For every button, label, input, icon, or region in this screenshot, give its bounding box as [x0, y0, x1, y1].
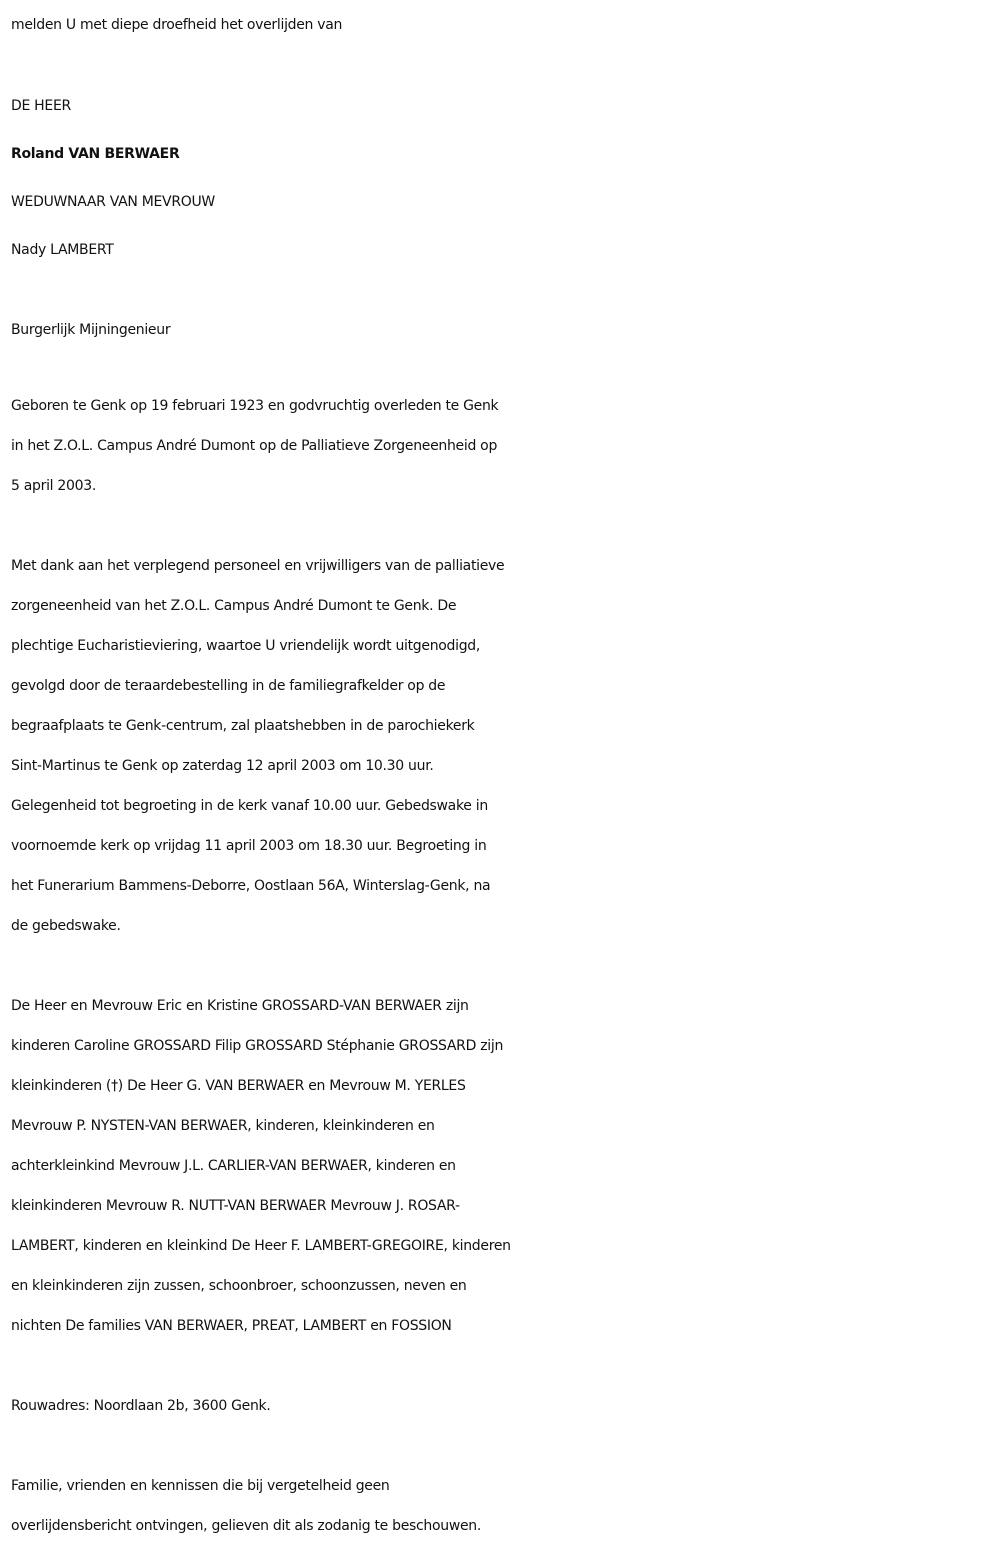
paragraph-line: kleinkinderen (†) De Heer G. VAN BERWAER en Mevrouw M. YERLES — [11, 1078, 466, 1094]
paragraph-line: Geboren te Genk op 19 februari 1923 en godvruchtig overleden te Genk — [11, 398, 499, 414]
title-line: DE HEER — [11, 98, 71, 114]
paragraph-line: gevolgd door de teraardebestelling in de familiegrafkelder op de — [11, 678, 446, 694]
paragraph-line: Sint-Martinus te Genk op zaterdag 12 april 2003 om 10.30 uur. — [11, 758, 434, 774]
paragraph-line: kinderen Caroline GROSSARD Filip GROSSARD Stéphanie GROSSARD zijn — [11, 1038, 504, 1054]
deceased-name: Roland VAN BERWAER — [11, 146, 180, 162]
widower-line: WEDUWNAAR VAN MEVROUW — [11, 194, 215, 210]
intro-line: melden U met diepe droefheid het overlijden van — [11, 17, 343, 33]
ceremony-paragraph — [11, 546, 996, 946]
paragraph-line: Familie, vrienden en kennissen die bij vergetelheid geen — [11, 1478, 390, 1494]
paragraph-line: 5 april 2003. — [11, 478, 96, 494]
paragraph-line: achterkleinkind Mevrouw J.L. CARLIER-VAN BERWAER, kinderen en — [11, 1158, 456, 1174]
paragraph-line: LAMBERT, kinderen en kleinkind De Heer F. LAMBERT-GREGOIRE, kinderen — [11, 1238, 511, 1254]
paragraph-line: begraafplaats te Genk-centrum, zal plaatshebben in de parochiekerk — [11, 718, 475, 734]
mourning-address: Rouwadres: Noordlaan 2b, 3600 Genk. — [11, 1398, 271, 1414]
paragraph-line: kleinkinderen Mevrouw R. NUTT-VAN BERWAER Mevrouw J. ROSAR- — [11, 1198, 460, 1214]
closing-paragraph — [11, 1466, 996, 1546]
profession: Burgerlijk Mijningenieur — [11, 322, 171, 338]
paragraph-line: Mevrouw P. NYSTEN-VAN BERWAER, kinderen, kleinkinderen en — [11, 1118, 435, 1134]
paragraph-line: overlijdensbericht ontvingen, gelieven dit als zodanig te beschouwen. — [11, 1518, 482, 1534]
paragraph-line: plechtige Eucharistieviering, waartoe U vriendelijk wordt uitgenodigd, — [11, 638, 481, 654]
paragraph-line: zorgeneenheid van het Z.O.L. Campus André Dumont te Genk. De — [11, 598, 457, 614]
spouse-name: Nady LAMBERT — [11, 242, 114, 258]
paragraph-line: het Funerarium Bammens-Deborre, Oostlaan 56A, Winterslag-Genk, na — [11, 878, 491, 894]
paragraph-line: de gebedswake. — [11, 918, 121, 934]
paragraph-line: nichten De families VAN BERWAER, PREAT, LAMBERT en FOSSION — [11, 1318, 452, 1334]
birth-death-paragraph — [11, 386, 996, 506]
paragraph-line: Gelegenheid tot begroeting in de kerk vanaf 10.00 uur. Gebedswake in — [11, 798, 488, 814]
family-paragraph — [11, 986, 996, 1346]
paragraph-line: en kleinkinderen zijn zussen, schoonbroer, schoonzussen, neven en — [11, 1278, 467, 1294]
paragraph-line: voornoemde kerk op vrijdag 11 april 2003 om 18.30 uur. Begroeting in — [11, 838, 487, 854]
paragraph-line: in het Z.O.L. Campus André Dumont op de Palliatieve Zorgeneenheid op — [11, 438, 498, 454]
paragraph-line: Met dank aan het verplegend personeel en vrijwilligers van de palliatieve — [11, 558, 505, 574]
paragraph-line: De Heer en Mevrouw Eric en Kristine GROSSARD-VAN BERWAER zijn — [11, 998, 469, 1014]
obituary-text — [11, 0, 996, 1546]
